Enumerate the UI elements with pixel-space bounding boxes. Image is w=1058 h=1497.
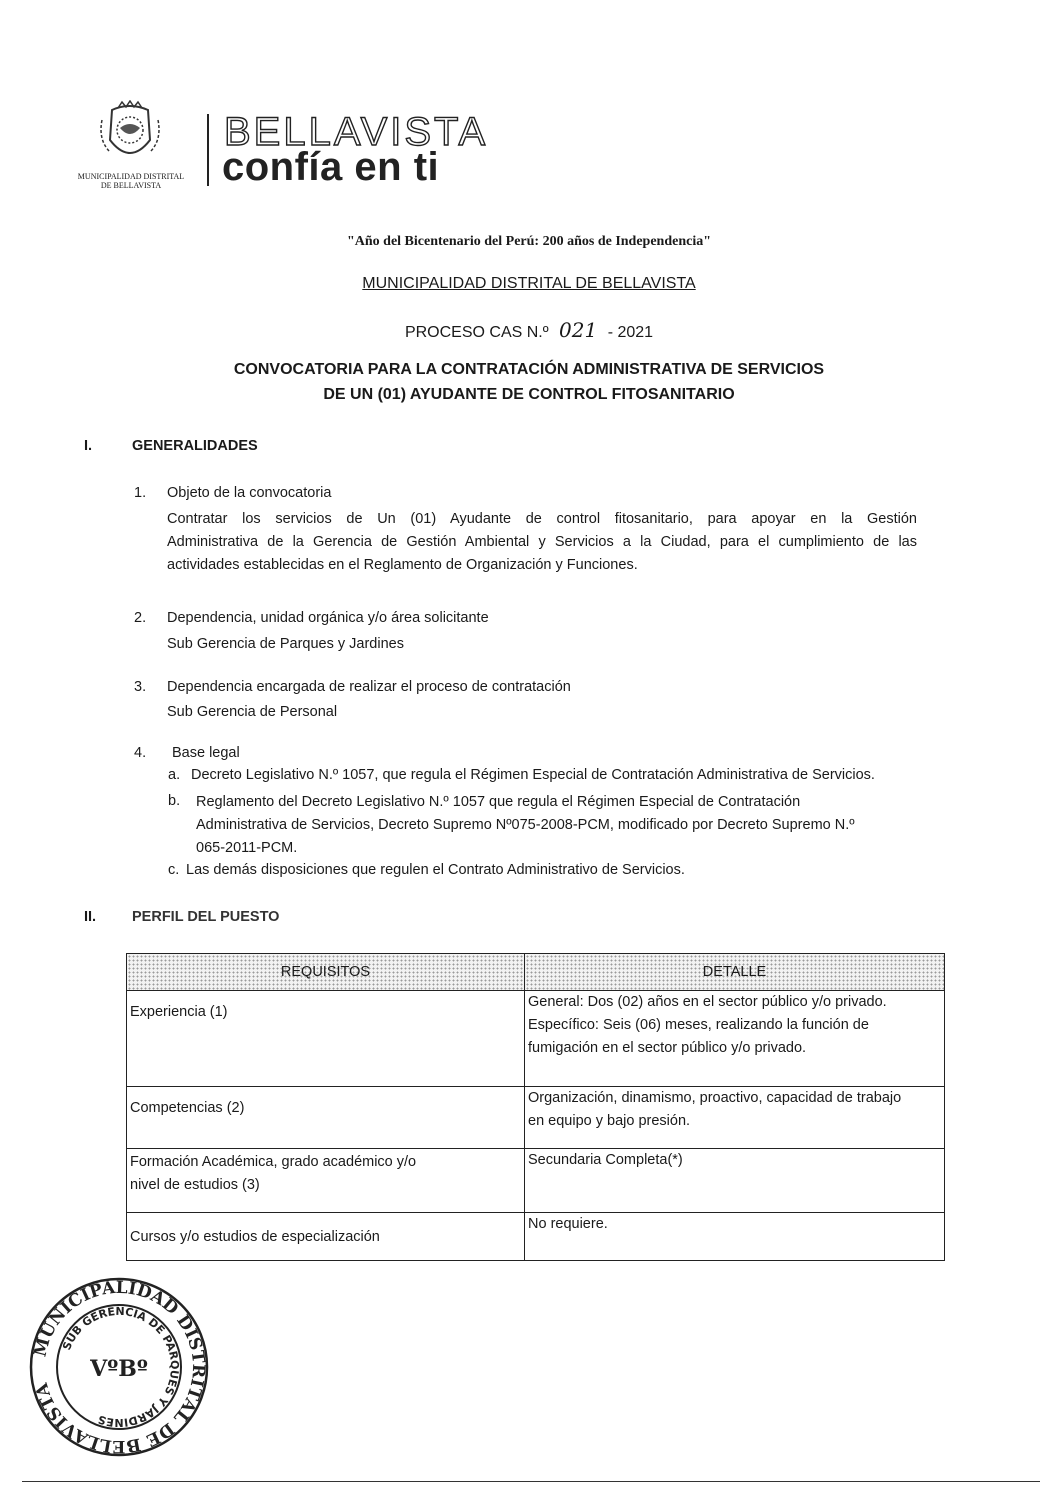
stamp-center: VºBº [90, 1356, 148, 1382]
req-cell [127, 1087, 525, 1149]
item2-number: 2. [134, 610, 147, 626]
detail-line: No requiere. [528, 1216, 608, 1232]
item1-body-line: Administrativa de la Gerencia de Gestión Ambiental y Servicios a la Ciudad, para el cumplimiento de las [167, 534, 917, 550]
detail-line: Organización, dinamismo, proactivo, capacidad de trabajo [528, 1090, 902, 1106]
header-requisitos: REQUISITOS [127, 954, 525, 991]
call-title-line2: DE UN (01) AYUDANTE DE CONTROL FITOSANITARIO [323, 386, 735, 403]
item2-title: Dependencia, unidad orgánica y/o área solicitante [167, 610, 489, 626]
header-detalle: DETALLE [525, 954, 945, 991]
legal-c-text: Las demás disposiciones que regulen el Contrato Administrativo de Servicios. [186, 862, 685, 878]
req-text: Cursos y/o estudios de especialización [130, 1229, 380, 1245]
detail-line: en equipo y bajo presión. [528, 1113, 691, 1129]
brand-bottom: confía en ti [222, 145, 440, 189]
item2-body: Sub Gerencia de Parques y Jardines [167, 636, 404, 652]
req-text: Competencias (2) [130, 1100, 245, 1116]
legal-a-text: Decreto Legislativo N.º 1057, que regula el Régimen Especial de Contratación Administrativa de Servicios. [191, 767, 875, 783]
req-cell [127, 1213, 525, 1261]
item1-number: 1. [134, 485, 147, 501]
crest-caption-line2: DE BELLAVISTA [100, 181, 162, 190]
req-cell [127, 1149, 525, 1213]
legal-a-letter: a. [168, 767, 181, 783]
detail-line: General: Dos (02) años en el sector público y/o privado. [528, 994, 887, 1010]
detail-line: Secundaria Completa(*) [528, 1152, 683, 1168]
item1-title: Objeto de la convocatoria [167, 485, 332, 501]
legal-b-text [196, 791, 855, 860]
table-row [127, 1087, 945, 1149]
req-cell [127, 991, 525, 1087]
coat-of-arms-icon [92, 100, 168, 172]
process-number [0, 318, 1058, 342]
item1-body [167, 508, 917, 577]
section1-title: GENERALIDADES [132, 438, 258, 454]
detail-cell [525, 1149, 945, 1213]
call-title-line1: CONVOCATORIA PARA LA CONTRATACIÓN ADMINISTRATIVA DE SERVICIOS [233, 361, 825, 378]
table-header-row [127, 954, 945, 991]
item1-body-line: Contratar los servicios de Un (01) Ayudante de control fitosanitario, para apoyar en la Gestión [167, 511, 917, 527]
table-row [127, 991, 945, 1087]
item3-title: Dependencia encargada de realizar el proceso de contratación [167, 679, 571, 695]
requirements-table [126, 953, 945, 1261]
legal-b-letter: b. [168, 793, 181, 809]
item3-body: Sub Gerencia de Personal [167, 704, 338, 720]
legal-b-line: Reglamento del Decreto Legislativo N.º 1057 que regula el Régimen Especial de Contratación [196, 794, 801, 810]
stamp-seal-icon [28, 1276, 210, 1458]
legal-b-line: 065-2011-PCM. [196, 840, 298, 856]
process-handwritten-number: 021 [559, 318, 598, 342]
logo-divider [207, 114, 209, 186]
process-prefix: PROCESO CAS N.º [404, 324, 549, 341]
req-text: nivel de estudios (3) [130, 1177, 260, 1193]
section1-number: I. [84, 438, 93, 454]
approval-stamp [28, 1276, 210, 1458]
table-row [127, 1213, 945, 1261]
legal-b-line: Administrativa de Servicios, Decreto Supremo Nº075-2008-PCM, modificado por Decreto Supremo N.º [196, 817, 855, 833]
table-row [127, 1149, 945, 1213]
item1-body-line: actividades establecidas en el Reglamento de Organización y Funciones. [167, 557, 638, 573]
legal-c-letter: c. [168, 862, 180, 878]
detail-line: fumigación en el sector público y/o privado. [528, 1040, 807, 1056]
year-motto: "Año del Bicentenario del Perú: 200 años de Independencia" [347, 234, 711, 249]
detail-cell [525, 991, 945, 1087]
footer-rule [22, 1481, 1040, 1482]
req-text: Experiencia (1) [130, 1004, 228, 1020]
detail-cell [525, 1213, 945, 1261]
detail-line: Específico: Seis (06) meses, realizando la función de [528, 1017, 869, 1033]
item4-title: Base legal [172, 745, 240, 761]
detail-cell [525, 1087, 945, 1149]
institution-title: MUNICIPALIDAD DISTRITAL DE BELLAVISTA [362, 275, 696, 292]
section2-number: II. [84, 909, 97, 925]
section2-title: PERFIL DEL PUESTO [132, 909, 280, 925]
req-text: Formación Académica, grado académico y/o [130, 1154, 417, 1170]
brand-top: BELLAVISTA [224, 110, 489, 154]
item4-number: 4. [134, 745, 147, 761]
stamp-inner-text: SUB GERENCIA DE PARQUES Y JARDINES [60, 1304, 182, 1430]
process-suffix: - 2021 [607, 324, 654, 341]
crest-logo [92, 100, 168, 172]
stamp-outer-text: MUNICIPALIDAD DISTRITAL DE BELLAVISTA [30, 1277, 209, 1457]
item3-number: 3. [134, 679, 147, 695]
crest-caption-line1: MUNICIPALIDAD DISTRITAL [77, 172, 185, 181]
